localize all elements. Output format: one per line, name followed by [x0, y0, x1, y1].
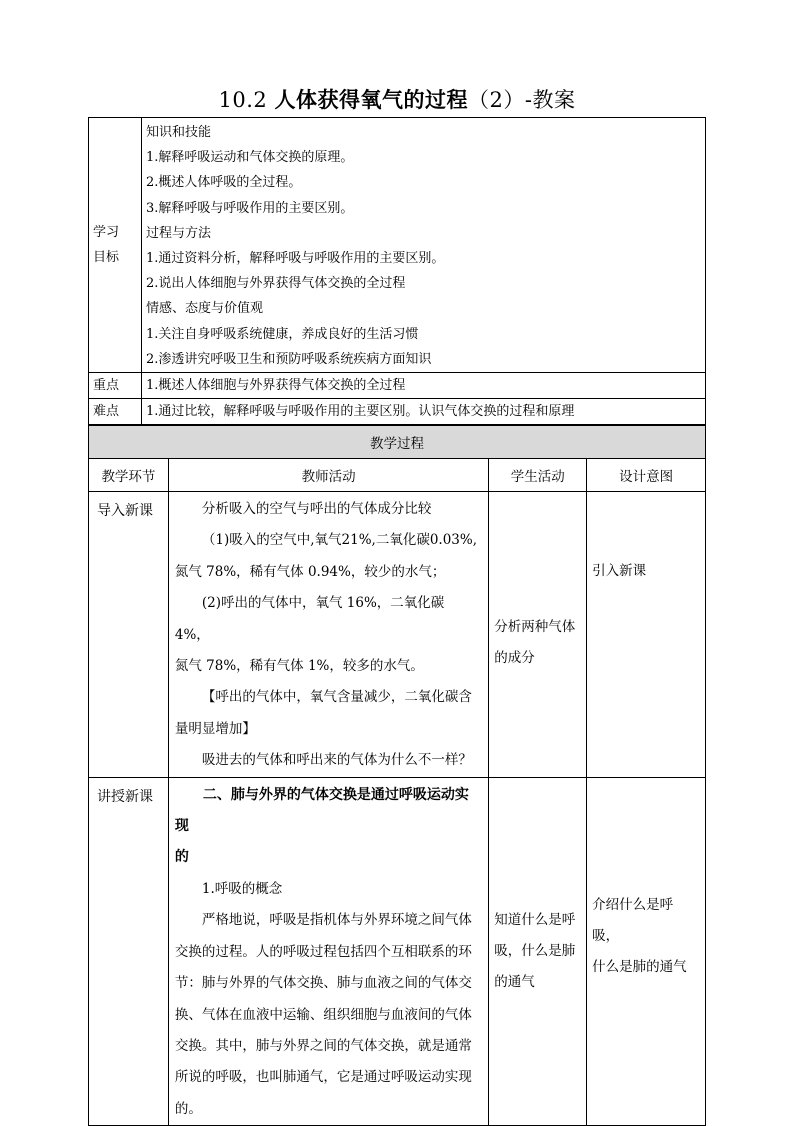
objective-line: 2.说出人体细胞与外界获得气体交换的全过程	[146, 276, 406, 292]
difficulty-text: 1.通过比较，解释呼吸与呼吸作用的主要区别。认识气体交换的过程和原理	[142, 399, 706, 425]
objectives-label: 学习 目标	[89, 118, 142, 373]
teacher-activity-cell: 分析吸入的空气与呼出的气体成分比较 （1)吸入的空气中,氧气21%,二氧化碳0.03%, 氮气 78%，稀有气体 0.94%，较少的水气； (2)呼出的气体中，氧气 16%，二氧化碳 4%， 氮气 78%，稀有气体 1%，较多的水气。 【呼出的气体中，氧气含量减少，二氧化碳含 量明显增加】 吸进去的气体和呼出来的气体为什么不一样？	[168, 492, 488, 778]
column-header-teacher: 教师活动	[168, 459, 488, 492]
student-activity-cell: 分析两种气体 的成分	[489, 492, 587, 778]
column-header-intent: 设计意图	[587, 459, 706, 492]
process-table	[88, 425, 706, 1126]
objective-line: 2.概述人体呼吸的全过程。	[146, 175, 302, 191]
objective-line: 1.通过资料分析，解释呼吸与呼吸作用的主要区别。	[146, 250, 445, 266]
column-header-stage: 教学环节	[89, 459, 169, 492]
objective-line: 1.解释呼吸运动和气体交换的原理。	[146, 150, 354, 166]
student-activity-cell: 知道什么是呼 吸，什么是肺 的通气	[489, 777, 587, 1125]
design-intent-cell: 介绍什么是呼吸， 什么是肺的通气	[587, 777, 706, 1125]
teacher-activity-cell: 二、肺与外界的气体交换是通过呼吸运动实现 的 1.呼吸的概念 严格地说，呼吸是指机体与外界环境之间气体 交换的过程。人的呼吸过程包括四个互相联系的环 节：肺与外界的气体交换、肺与血液之间的气体交 换、气体在血液中运输、组织细胞与血液间的气体 交换。其中，肺与外界之间的气体交换，就是通常 所说的呼吸，也叫肺通气，它是通过呼吸运动实现 的。	[168, 777, 488, 1125]
page-title	[0, 84, 794, 114]
title-number: 10.2	[218, 88, 268, 112]
title-suffix: （2）-教案	[467, 88, 576, 112]
table-row	[89, 492, 706, 778]
column-header-student: 学生活动	[489, 459, 587, 492]
difficulty-label: 难点	[89, 399, 142, 425]
objective-line: 知识和技能	[146, 125, 212, 140]
key-point-label: 重点	[89, 373, 142, 399]
objective-line: 1.关注自身呼吸系统健康，养成良好的生活习惯	[146, 326, 419, 342]
objective-line: 2.渗透讲究呼吸卫生和预防呼吸系统疾病方面知识	[146, 351, 432, 367]
key-point-text: 1.概述人体细胞与外界获得气体交换的全过程	[142, 373, 706, 399]
objectives-content	[142, 118, 706, 373]
objective-line: 3.解释呼吸与呼吸作用的主要区别。	[146, 200, 354, 216]
objectives-table	[88, 117, 706, 425]
stage-cell: 导入新课	[89, 492, 169, 778]
objective-line: 过程与方法	[146, 225, 212, 241]
design-intent-cell: 引入新课	[587, 492, 706, 778]
table-row	[89, 777, 706, 1125]
stage-cell: 讲授新课	[89, 777, 169, 1125]
title-bold: 人体获得氧气的过程	[274, 87, 468, 112]
objective-line: 情感、态度与价值观	[146, 301, 264, 317]
process-header: 教学过程	[89, 426, 706, 459]
